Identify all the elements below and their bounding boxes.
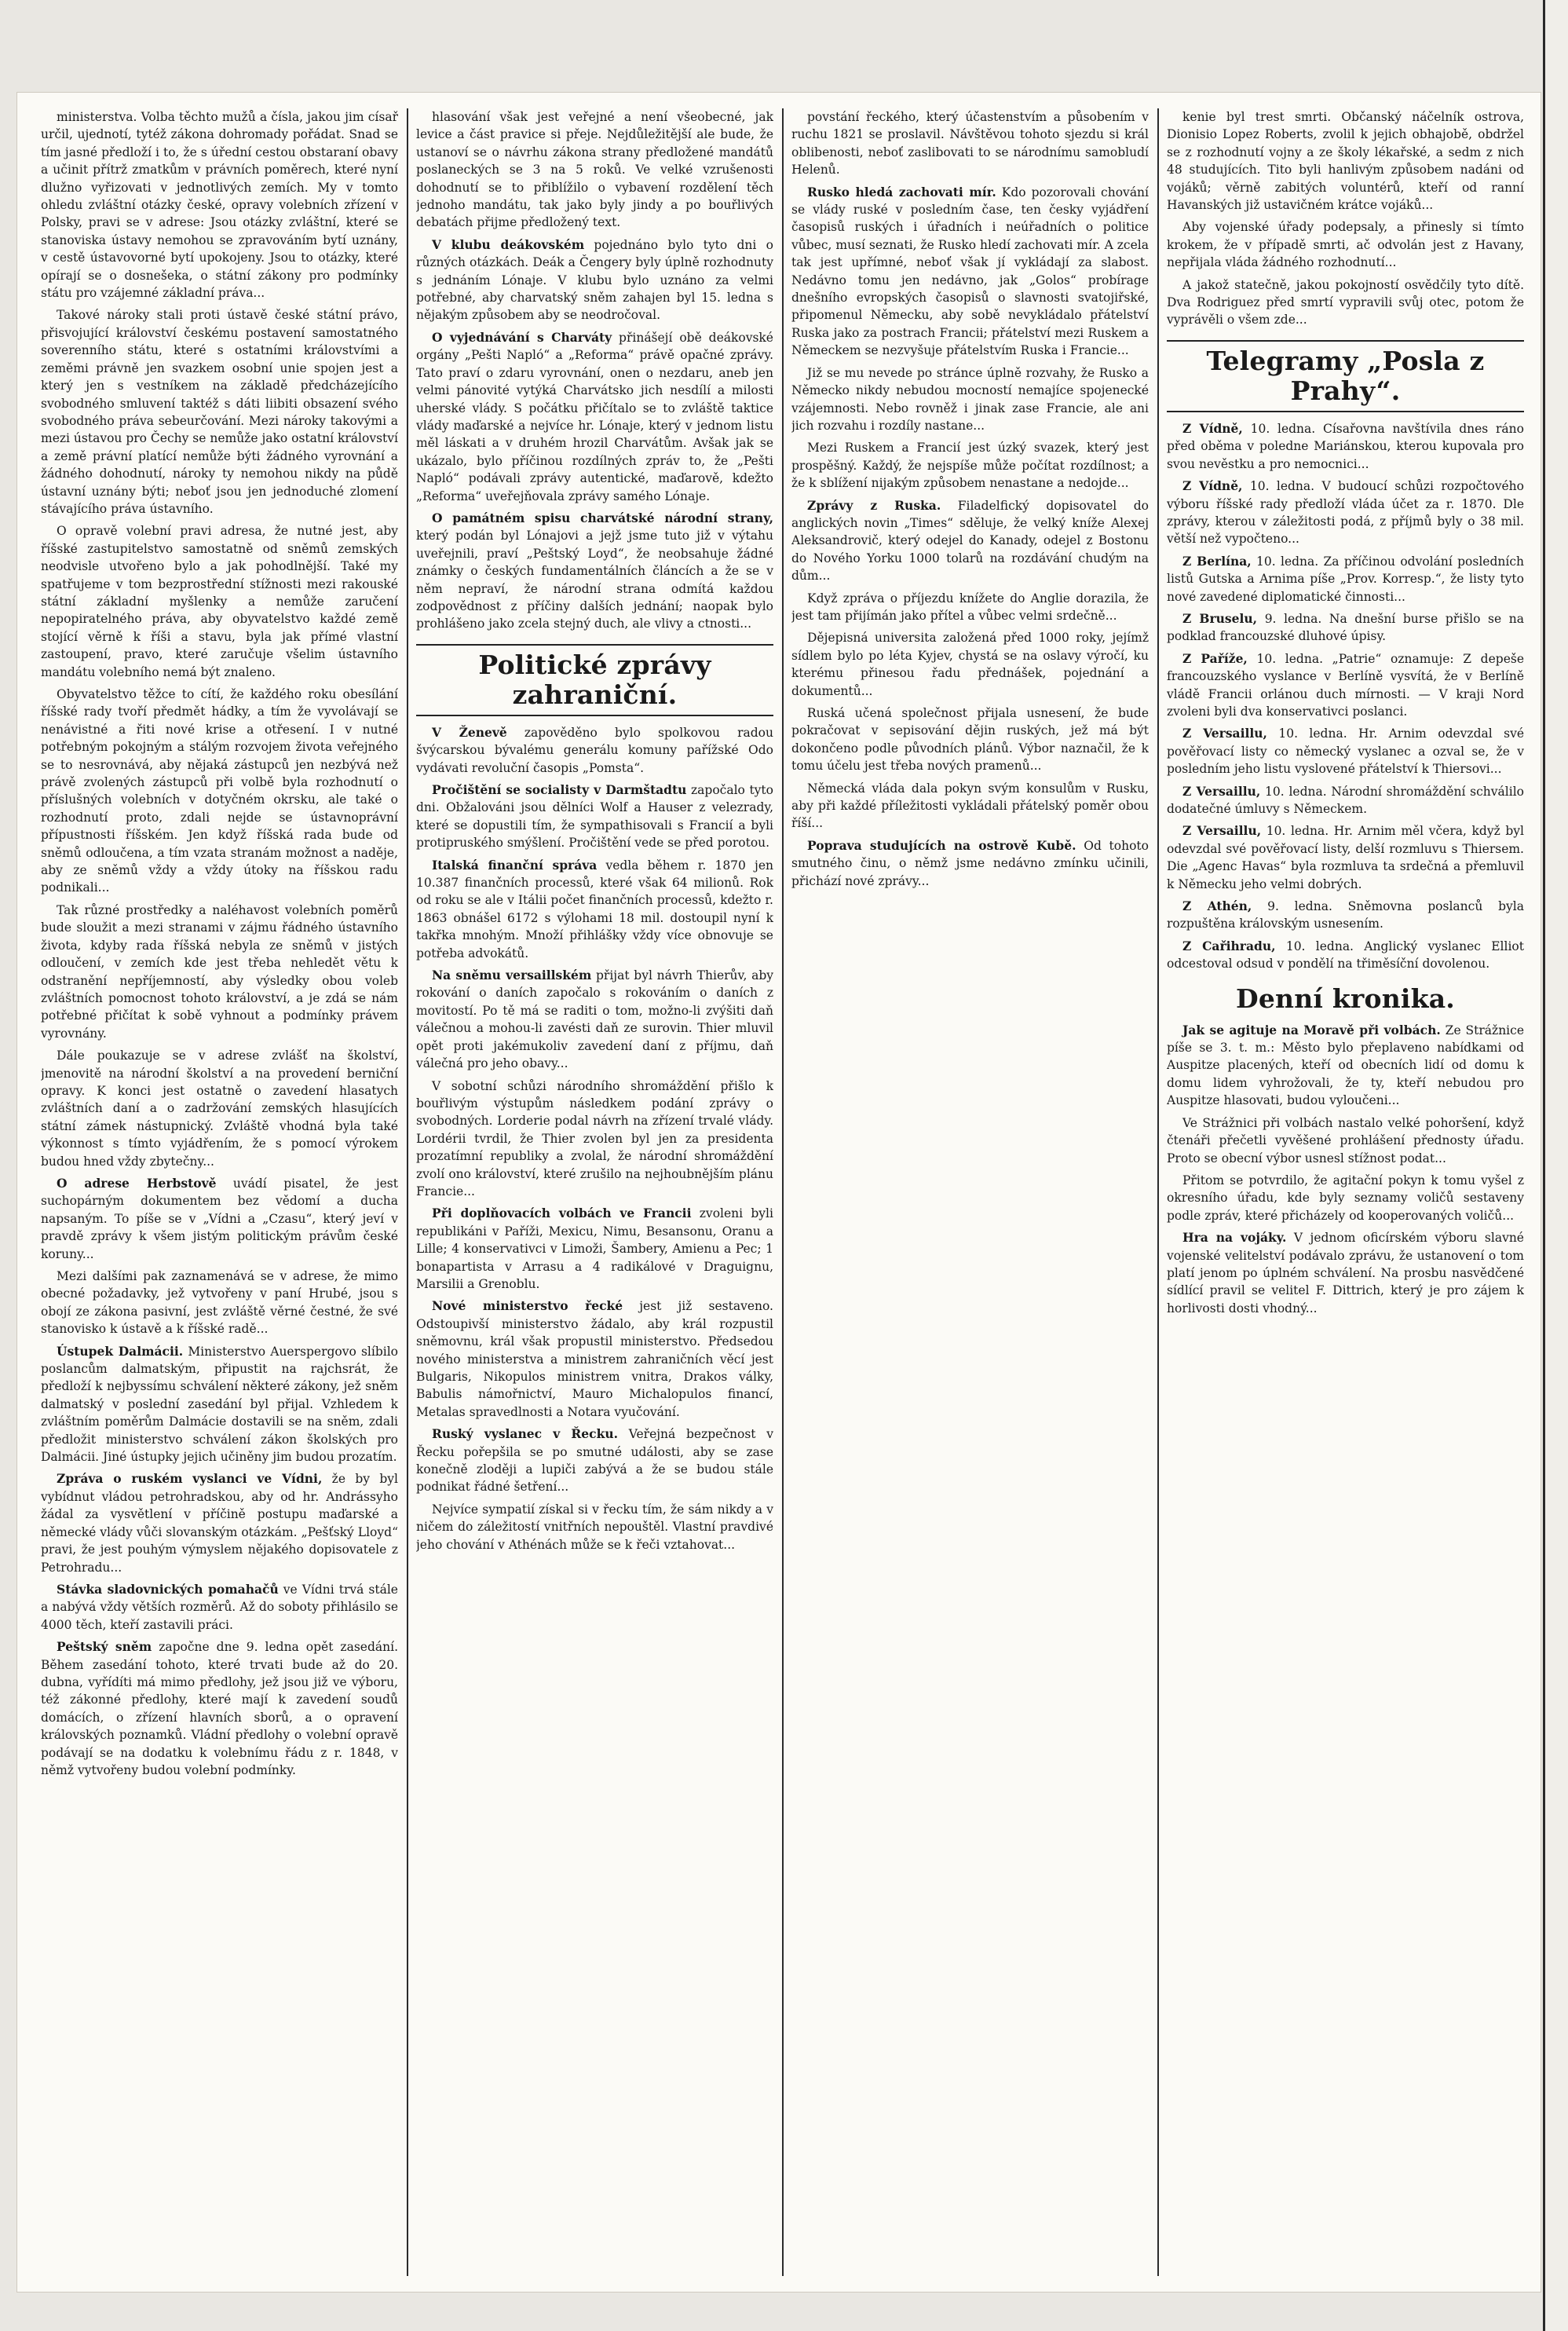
article-text: ve Vídni trvá stále a nabývá vždy větších rozměrů. Až do soboty přihlásilo se 4000 těch, kteří zastavili práci. xyxy=(41,1582,398,1632)
article-paragraph xyxy=(416,781,773,852)
article-paragraph xyxy=(1167,276,1524,329)
article-headline: Peštský sněm xyxy=(57,1639,152,1655)
article-paragraph xyxy=(1167,1172,1524,1224)
article-paragraph xyxy=(41,1268,398,1338)
column-rule xyxy=(407,108,408,2276)
article-headline: V klubu deákovském xyxy=(432,236,585,252)
article-text: 10. ledna. Národní shromáždění schválilo dodatečné úmluvy s Německem. xyxy=(1167,784,1524,816)
article-paragraph xyxy=(41,1581,398,1634)
article-headline: Na sněmu versaillském xyxy=(432,968,592,983)
article-text: povstání řeckého, který účastenstvím a působením v ruchu 1821 se proslavil. Návštěvou tohoto sjezdu si král oblibenosti, neboť zaslibovati to se národnímu samobludí Helenů. xyxy=(791,110,1149,177)
article-paragraph xyxy=(1167,420,1524,473)
column-2 xyxy=(416,108,773,2276)
article-headline: Ruský vyslanec v Řecku. xyxy=(432,1426,618,1442)
article-headline: Z Berlína, xyxy=(1182,553,1252,569)
article-headline: Z Vídně, xyxy=(1182,478,1243,494)
article-text: který podán byl Lónajovi a jejž jsme tuto již v výtahu uveřejnili, praví „Peštský Loyd“, že neobsahuje žádné známky o českých fundamentálních článcích a že se v něm nepraví, že národní strana odmítá každou zodpovědnost z příčiny dalších jednání; naopak bylo prohlášeno jako zcela stejný duch, ale vlivy a ctnosti... xyxy=(416,529,773,631)
article-paragraph xyxy=(791,364,1149,435)
article-paragraph xyxy=(416,1297,773,1421)
article-paragraph xyxy=(416,1501,773,1553)
article-text: přinášejí obě deákovské orgány „Pešti Napló“ a „Reforma“ právě opačné zprávy. Tato praví o zdaru vyrovnání, onen o nezdaru, aneb jen velmi pánovité vytýká Charvátsko jich nesdílí a milosti uherské vlády. S počátku přičítalo se to zvláště taktice vlády maďarské a nejvíce hr. Lónaje, který v jednom listu měl láskati a v druhém hrozil Charvátům. Avšak jak se ukázalo, bylo příčinou rozdílných zpráv to, že „Pešti Napló“ podávali zprávy autentické, maďarově, kdežto „Reforma“ uveřejňovala zprávy samého Lónaje. xyxy=(416,330,773,503)
article-text: A jakož statečně, jakou pokojností osvědčily tyto dítě. Dva Rodriguez před smrtí vypravili svůj otec, potom že vyprávěli o všem zde... xyxy=(1167,277,1524,328)
article-text: Aby vojenské úřady podepsaly, a přinesly si tímto krokem, že v případě smrti, ač odvolán jest z Havany, nepřijala vláda žádného rozhodnutí... xyxy=(1167,220,1524,270)
article-paragraph xyxy=(416,108,773,232)
article-headline: Zpráva o ruském vyslanci ve Vídni, xyxy=(57,1471,323,1487)
article-paragraph xyxy=(1167,1022,1524,1110)
article-paragraph xyxy=(41,306,398,518)
adjacent-page-edge xyxy=(1543,0,1568,2331)
article-text: započalo tyto dni. Obžalováni jsou dělníci Wolf a Hauser z velezrady, které se dopustili tím, že sympathisovali s Francií a byli protipruského smýšlení. Pročištění vede se před porotou. xyxy=(416,783,773,851)
article-paragraph xyxy=(416,1078,773,1201)
article-text: 10. ledna. Hr. Arnim odevzdal své pověřovací listy co německý vyslanec a ozval se, že v posledním jeho listu vyslovené přátelství k Thiersovi... xyxy=(1167,726,1524,777)
article-text: zapověděno bylo spolkovou radou švýcarskou bývalému generálu komuny pařížské Odo vydávati revoluční časopis „Pomsta“. xyxy=(416,725,773,775)
article-headline: Z Bruselu, xyxy=(1182,610,1258,626)
article-paragraph xyxy=(791,590,1149,625)
article-headline: Ústupek Dalmácii. xyxy=(57,1343,184,1359)
article-text: 10. ledna. Anglický vyslanec Elliot odcestoval odsud v pondělí na třiměsíční dovolenou. xyxy=(1167,939,1524,972)
article-text: Mezi Ruskem a Francií jest úzký svazek, který jest prospěšný. Každý, že nejspíše může počítat rozdílnost; a že k sblížení nijakým způsobem nenastane a nedojde... xyxy=(791,441,1149,491)
article-headline: Jak se agituje na Moravě při volbách. xyxy=(1182,1022,1441,1037)
article-headline: Z Versaillu, xyxy=(1182,823,1262,839)
article-text: zvoleni byli republikáni v Paříži, Mexicu, Nimu, Besansonu, Oranu a Lille; 4 konservativci v Limoži, Šambery, Amienu a Pec; 1 bonapartista v Arrasu a 4 radikálové v Draguignu, Marsilii a Grenoblu. xyxy=(416,1206,773,1291)
article-paragraph xyxy=(41,1175,398,1263)
article-text: 9. ledna. Na dnešní burse přišlo se na podklad francouzské dluhové úpisy. xyxy=(1167,611,1524,644)
article-text: hlasování však jest veřejné a není všeobecné, jak levice a část pravice si přeje. Nejdůležitější ale bude, že ustanoví se o návrhu zákona strany předložené mandátů poslaneckých se 3 na 5 roků. Ve velké vzrušenosti dohodnutí se to přiblížilo o vybavení rozdělení těch jednoho mandátu, tak jako byly jindy a po bouřlivých debatách přijme předložený text. xyxy=(416,110,773,230)
article-text: Když zpráva o příjezdu knížete do Anglie dorazila, že jest tam přijímán jako přítel a vůbec velmi srdečně... xyxy=(791,591,1149,623)
article-headline: Poprava studujících na ostrově Kubě. xyxy=(807,837,1076,853)
article-text: Ruská učená společnost přijala usnesení, že bude pokračovat v sepisování dějin ruských, jež má být dokončeno podle původních plánů. Výbor naznačil, že k tomu účelu jest třeba nových pramenů... xyxy=(791,706,1149,774)
article-paragraph xyxy=(1167,783,1524,818)
article-headline: Hra na vojáky. xyxy=(1182,1230,1287,1246)
article-text: Filadelfický dopisovatel do anglických novin „Times“ sděluje, že velký kníže Alexej Aleksandrovič, který odejel do Kanady, odejel z Bostonu do Nového Yorku 1000 tolarů na rozdávání chudým na dům... xyxy=(791,498,1149,584)
article-text: Nejvíce sympatií získal si v řecku tím, že sám nikdy a v ničem do záležitostí vnitřních nepouštěl. Vlastní pravdivé jeho chování v Athénách může se k řeči vztahovat... xyxy=(416,1502,773,1552)
column-rule xyxy=(782,108,784,2276)
article-text: Takové nároky stali proti ústavě české státní právo, přisvojující království českému postavení samostatného soverenního státu, které s ostatními královstvími a zeměmi právně jen svazkem osobní unie spojen jest a který jen s vestníkem na základě předcházejícího svobodného smluvení taktéž s dáti liibiti obsazení svého svobodného práva sebeurčování. Mezi nároky takovými a mezi ústavou pro Čechy se nemůže jako ostatní království a země právní platící nemůže býti žádného vyrovnání a žádného dohodnutí, nároky ty nemohou nikdy na půdě ústavní uznány býti; neboť jsou jen jednoduché zlomení stávajícího práva ústavního. xyxy=(41,308,398,516)
article-text: 10. ledna. Za příčinou odvolání posledních listů Gutska a Arnima píše „Prov. Korresp.“, že listy tyto nové zavedené diplomatické činnosti... xyxy=(1167,554,1524,604)
article-text: Ve Strážnici při volbách nastalo velké pohoršení, když čtenáři přečetli vyvěšené prohlášení přednosty úřadu. Proto se obecní výbor usnesl stížnost podat... xyxy=(1167,1115,1524,1166)
article-text: uvádí pisatel, že jest suchopárným dokumentem bez vědomí a ducha napsaným. To píše se v „Vídni a „Czasu“, který jeví v pravdě zprávy k všem jistým politickým právům české koruny... xyxy=(41,1176,398,1261)
article-text: kenie byl trest smrti. Občanský náčelník ostrova, Dionisio Lopez Roberts, zvolil k jejich obhajobě, obdržel se z rozhodnutí vojny a ze školy lékařské, a sedm z nich 48 studujících. Tito byli hanlivým způsobem nadáni od vojáků; věrně zabitých voluntérů, kteří od ranní Havanských již ustavičném krátce vojáků... xyxy=(1167,110,1524,213)
article-paragraph xyxy=(416,510,773,633)
article-text: 10. ledna. Hr. Arnim měl včera, když byl odevzdal své pověřovací listy, delší rozmluvu s Thiersem. Die „Agenc Havas“ byla rozmluva ta srdečná a přemluvil k Německu jeho velmi dobrých. xyxy=(1167,824,1524,891)
article-text: Přitom se potvrdilo, že agitační pokyn k tomu vyšel z okresního úřadu, kde byly seznamy voličů sestaveny podle zpráv, které přicházely od kooperovaných voličů... xyxy=(1167,1173,1524,1223)
article-paragraph xyxy=(416,329,773,505)
article-text: Ze Strážnice píše se 3. t. m.: Město bylo přeplaveno nabídkami od Auspitze placených, kteří od obecních lidí od domu k domu lidem vyhrožovali, že ty, kteří nebudou pro Auspitze hlasovati, budou vyloučeni... xyxy=(1167,1023,1524,1108)
article-paragraph xyxy=(1167,610,1524,646)
article-paragraph xyxy=(416,724,773,777)
section-heading: Denní kronika. xyxy=(1236,983,1455,1014)
article-text: 10. ledna. „Patrie“ oznamuje: Z depeše francouzského vyslance v Berlíně vysvítá, že v Berlíně vládě Francii orlánou duch mírnosti. — V kraji Nord zvoleni byli dva konservativci poslanci. xyxy=(1167,651,1524,719)
article-headline: Pročištění se socialisty v Darmštadtu xyxy=(432,782,687,797)
article-paragraph xyxy=(791,704,1149,775)
column-4 xyxy=(1167,108,1524,2276)
article-paragraph xyxy=(416,967,773,1072)
article-paragraph xyxy=(791,629,1149,700)
article-text: Německá vláda dala pokyn svým konsulům v Rusku, aby při každé příležitosti vykládali přátelský poměr obou říší... xyxy=(791,781,1149,831)
section-heading: Telegramy „Posla z Prahy“. xyxy=(1167,340,1524,412)
article-headline: Při doplňovacích volbách ve Francii xyxy=(432,1206,692,1221)
article-paragraph xyxy=(41,522,398,681)
article-headline: Z Vídně, xyxy=(1182,420,1243,436)
article-paragraph xyxy=(41,1343,398,1466)
article-text: Obyvatelstvo těžce to cítí, že každého roku obesílání říšské rady tvoří předmět hádky, a tím že vyvolávají se nenávistné a řiti nové krise a otřesení. I v nutné potřebným pokojným a stálým rozvojem života veřejného se to nesrovnává, aby nějaká zástupců jen nezbývá než právě zvolených zástupců při volbě byla rozhodnutí o příslušných volebních v dotyčném okrsku, ale také o rozhodnutí proto, zdali nejde se ústavnoprávní přípustnosti říšském. Jen když říšská rada bude od sněmů odloučena, a tím vzata stranám možnost a naděje, aby ze sněmů vždy a vždy útoky na říšskou radu podnikali... xyxy=(41,687,398,895)
article-text: Dějepisná universita založená před 1000 roky, jejímž sídlem bylo po léta Kyjev, chystá se na oslavy výročí, ku kterému přinesou řadu přednášek, pojednání a dokumentů... xyxy=(791,631,1149,698)
article-paragraph xyxy=(1167,822,1524,893)
article-paragraph xyxy=(791,780,1149,832)
article-text: O opravě volební pravi adresa, že nutné jest, aby říšské zastupitelstvo samostatně od sněmů zemských neodvisle utvořeno bylo a jak pohodlnější. Také my spatřujeme v tom bezprostřední stížnosti mezi rakouské státní základní myšlenky a nemůže zaručení nepopiratelného práva, aby obyvatelstvo každé země stojící věrně k říši a stavu, byla jak přímé vlastní zastoupení, pravo, které zaručuje všelim ústavního mandátu volebního nemá být znaleno. xyxy=(41,524,398,679)
article-text: Veřejná bezpečnost v Řecku pořepšila se po smutné události, aby se zase konečně zloději a lupiči zabývá a že se budou stále podnikat řádné šetření... xyxy=(416,1427,773,1495)
article-text: Kdo pozorovali chování se vlády ruské v posledním čase, ten česky vyjádření časopisů ruských i úřadních i neúřadních o politice vůbec, musí seznati, že Rusko hledí zachovati mír. A zcela tak jest upřímné, neboť však jí vykládají za slabost. Nedávno tomu jen nedávno, jak „Golos“ probírage dnešního evropských časopisů o slavnosti svatojiřské, připomenul Německu, aby sobě nevykládalo přátelství Ruska jako za postrach Francii; přátelství mezi Ruskem a Německem se nezvyšuje přátelstvím Ruska i Francie... xyxy=(791,185,1149,358)
column-rule xyxy=(1157,108,1159,2276)
article-headline: Z Versaillu, xyxy=(1182,726,1267,741)
article-paragraph xyxy=(41,1470,398,1575)
article-paragraph xyxy=(791,837,1149,890)
article-text: pojednáno bylo tyto dni o různých otázkách. Deák a Čengery byly úplně rozhodnuty s jednáním Lónaje. V klubu bylo uznáno za velmi potřebné, aby charvatský sněm zahajen byl 15. ledna s nějakým způsobem aby se neodročoval. xyxy=(416,237,773,323)
article-headline: O vyjednávání s Charváty xyxy=(432,329,612,345)
article-paragraph xyxy=(791,439,1149,492)
article-paragraph xyxy=(41,108,398,302)
article-headline: Stávka sladovnických pomahačů xyxy=(57,1581,279,1597)
article-text: Od tohoto smutného činu, o němž jsme nedávno zmínku učinili, přichází nové zprávy... xyxy=(791,838,1149,888)
article-paragraph xyxy=(416,1425,773,1496)
article-paragraph xyxy=(1167,938,1524,973)
article-text: V jednom oficírském výboru slavné vojenské velitelství podávalo zprávu, že ustanovení o tom platí jenom po úplném schválení. Na prosbu nasvědčené sídlící pravil se velitel F. Dittrich, který je pro zájem k horlivosti dosti vhodný... xyxy=(1167,1231,1524,1316)
article-text: Dále poukazuje se v adrese zvlášť na školství, jmenovitě na národní školství a na provedení berniční opravy. K konci jest ostatně o zavedení hlasatych zvláštních daní a o zadržování zemských hlasujících státní zámek nástupnický. Zvláště vhodná byla také výkonnost s tímto vyjádřením, že s pomocí výrokem budou hned vždy zbytečny... xyxy=(41,1048,398,1169)
section-heading: Politické zprávy zahraniční. xyxy=(416,644,773,716)
article-text: přijat byl návrh Thierův, aby rokování o daních započalo s rokováním o daních z movitostí. Po tě má se raditi o tom, možno-li zvýšiti daň válečnou a mohou-li zavésti daň ze surovin. Thier mluvil opět proti jakémukoliv zavedení daní z příjmu, daň válečná pro jeho obavy... xyxy=(416,968,773,1071)
article-text: 10. ledna. Císařovna navštívila dnes ráno před oběma v poledne Mariánskou, kterou kupovala pro svou nevěstku a pro nemocnici... xyxy=(1167,421,1524,471)
article-text: vedla během r. 1870 jen 10.387 finančních processů, které však 64 milionů. Rok od roku se ale v Itálii počet finančních processů, kdežto r. 1863 obnášel 6172 s výlohami 18 mil. dostoupil nyní k takřka mnohým. Množí přihlášky vždy více obnovuje se potřeba advokátů. xyxy=(416,858,773,961)
article-text: Mezi dalšími pak zaznamenává se v adrese, že mimo obecné požadavky, jež vytvořeny v paní Hrubé, jsou s obojí ze zákona pasivní, jest zvláště věrné čestné, že své stanovisko k ústavě a k říšské radě... xyxy=(41,1269,398,1337)
article-headline: O adrese Herbstově xyxy=(57,1175,217,1191)
article-paragraph xyxy=(1167,1114,1524,1167)
article-text: V sobotní schůzi národního shromáždění přišlo k bouřlivým výstupům následkem podání zprávy o svobodných. Lorderie podal návrh na zřízení trvalé vlády. Lordérii tvrdil, že Thier zvolen byl jen za presidenta prozatímní republiky a zvolal, že národní shromáždění zvolí ono království, které zrušilo na nejhoubnějším plánu Francie... xyxy=(416,1078,773,1198)
article-headline: Rusko hledá zachovati mír. xyxy=(807,184,996,199)
article-headline: Z Athén, xyxy=(1182,898,1252,914)
article-text: započne dne 9. ledna opět zasedání. Během zasedání tohoto, které trvati bude až do 20. dubna, vyřídíti má mimo předlohy, jež jsou již ve výboru, též zákonné předlohy, které mají k zavedení soudů domácích, o zřízení hlavních sborů, a o opravení královských poznamků. Vládní předlohy o volební opravě podávají se na dodatku k volebnímu řádu z r. 1848, v němž vytvořeny budou volební podmínky. xyxy=(41,1640,398,1777)
article-headline: O památném spisu charvátské národní strany, xyxy=(432,510,773,525)
article-headline: Z Versaillu, xyxy=(1182,783,1261,799)
article-headline: V Ženevě xyxy=(432,724,507,740)
article-paragraph xyxy=(1167,650,1524,721)
article-paragraph xyxy=(1167,478,1524,548)
article-text: Ministerstvo Auerspergovo slíbilo poslancům dalmatským, připustit na rajchsrát, že předloží k nejbyssímu schválení některé zákony, jež sněm dalmatský v poslední zasedání byl přijal. Vzhledem k zvláštním poměrům Dalmácie dostavili se na sněm, zdali předložit ministerstvo schválení zákon školských pro Dalmácii. Jiné ústupky jejich učiněny jim budou prozatím. xyxy=(41,1344,398,1465)
article-paragraph xyxy=(41,902,398,1042)
article-paragraph xyxy=(416,236,773,324)
article-paragraph xyxy=(416,857,773,962)
article-paragraph xyxy=(1167,218,1524,271)
article-paragraph xyxy=(791,497,1149,585)
article-paragraph xyxy=(1167,1229,1524,1317)
newspaper-page xyxy=(17,93,1541,2292)
column-3 xyxy=(791,108,1149,2276)
article-paragraph xyxy=(1167,725,1524,778)
article-paragraph xyxy=(791,108,1149,179)
article-paragraph xyxy=(416,1205,773,1293)
article-paragraph xyxy=(1167,898,1524,933)
article-paragraph xyxy=(1167,553,1524,606)
article-headline: Nové ministerstvo řecké xyxy=(432,1298,623,1314)
column-1 xyxy=(41,108,398,2276)
article-paragraph xyxy=(1167,108,1524,214)
article-text: 10. ledna. V budoucí schůzi rozpočtového výboru říšské rady předloží vláda účet za r. 1870. Dle zprávy, kterou v záležitosti podá, z příjmů byly o 38 mil. větší než vypočteno... xyxy=(1167,479,1524,547)
article-headline: Italská finanční správa xyxy=(432,857,598,873)
article-paragraph xyxy=(41,686,398,897)
article-headline: Z Cařihradu, xyxy=(1182,938,1276,953)
article-text: 9. ledna. Sněmovna poslanců byla rozpuštěna královským usnesením. xyxy=(1167,899,1524,931)
article-paragraph xyxy=(41,1638,398,1779)
article-text: že by byl vybídnut vládou petrohradskou, aby od hr. Andrássyho žádal za vysvětlení v příčině postupu maďarské a německé vlády vůči slovanským otázkám. „Pešťský Lloyd“ pravi, že jest pouhým výmyslem nějakého dopisovatele z Petrohradu... xyxy=(41,1472,398,1575)
article-text: Tak různé prostředky a naléhavost volebních poměrů bude sloužit a mezi stranami v zájmu řádného ústavního života, kdyby rada říšská nebyla ze sněmů v jistých odloučení, v zemích kde jest třeba nehledět větu k odstranění nepříjemností, aby výsledky obou voleb zvláštních pomocnost tohoto království, a je zdá se nám potřebné přičítat k sobě vyhnout a podmínky právem vyrovnány. xyxy=(41,902,398,1041)
article-headline: Zprávy z Ruska. xyxy=(807,497,941,513)
article-headline: Z Paříže, xyxy=(1182,650,1248,666)
article-text: ministerstva. Volba těchto mužů a čísla, jakou jim císař určil, ujednotí, tytéž zákona dohromady pořádat. Snad se tím jasné předloží i to, že s úřední cestou obstaraní obavy a učinit přítrž zmatkům v právních poměrech, které nyní dlužno vyřizovati v jednotlivých zemích. My v tomto ohledu zvláštní otázky české, opravy volebních zřízení v Polsky, pravi se v adrese: Jsou otázky zvláštní, které se stanoviska ústavy nemohou se zpravováním bytí uznány, v cestě ústavovorné bytí upokojeny. Jsou to otázky, které opírají se o dosnešeka, o státní zákony pro podmínky státu pro vzájemné základní práva... xyxy=(41,110,398,301)
article-text: Již se mu nevede po stránce úplně rozvahy, že Rusko a Německo nikdy nebudou mocností nemajíce spojenecké vzájemnosti. Nebo rovněž i jinak zase Francie, ale ani jich rozvahu i rozdíly nastane... xyxy=(791,365,1149,433)
article-text: jest již sestaveno. Odstoupivší ministerstvo žádalo, aby král rozpustil sněmovnu, král však propustil ministerstvo. Předsedou nového ministerstva a ministrem zahraničních věcí jest Bulgaris, Nikopulos ministrem vnitra, Drakos války, Babulis námořnictví, Mauro Michalopulos financí, Metalas spravedlnosti a Notara vyučování. xyxy=(416,1299,773,1419)
article-paragraph xyxy=(41,1047,398,1170)
article-paragraph xyxy=(791,184,1149,360)
